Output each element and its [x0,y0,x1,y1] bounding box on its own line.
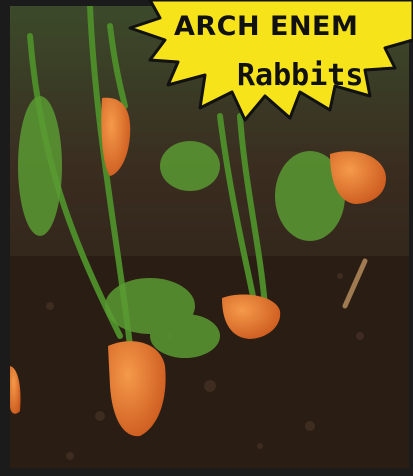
callout-title: ARCH ENEM [174,11,359,42]
callout-subtitle: Rabbits [237,58,364,93]
